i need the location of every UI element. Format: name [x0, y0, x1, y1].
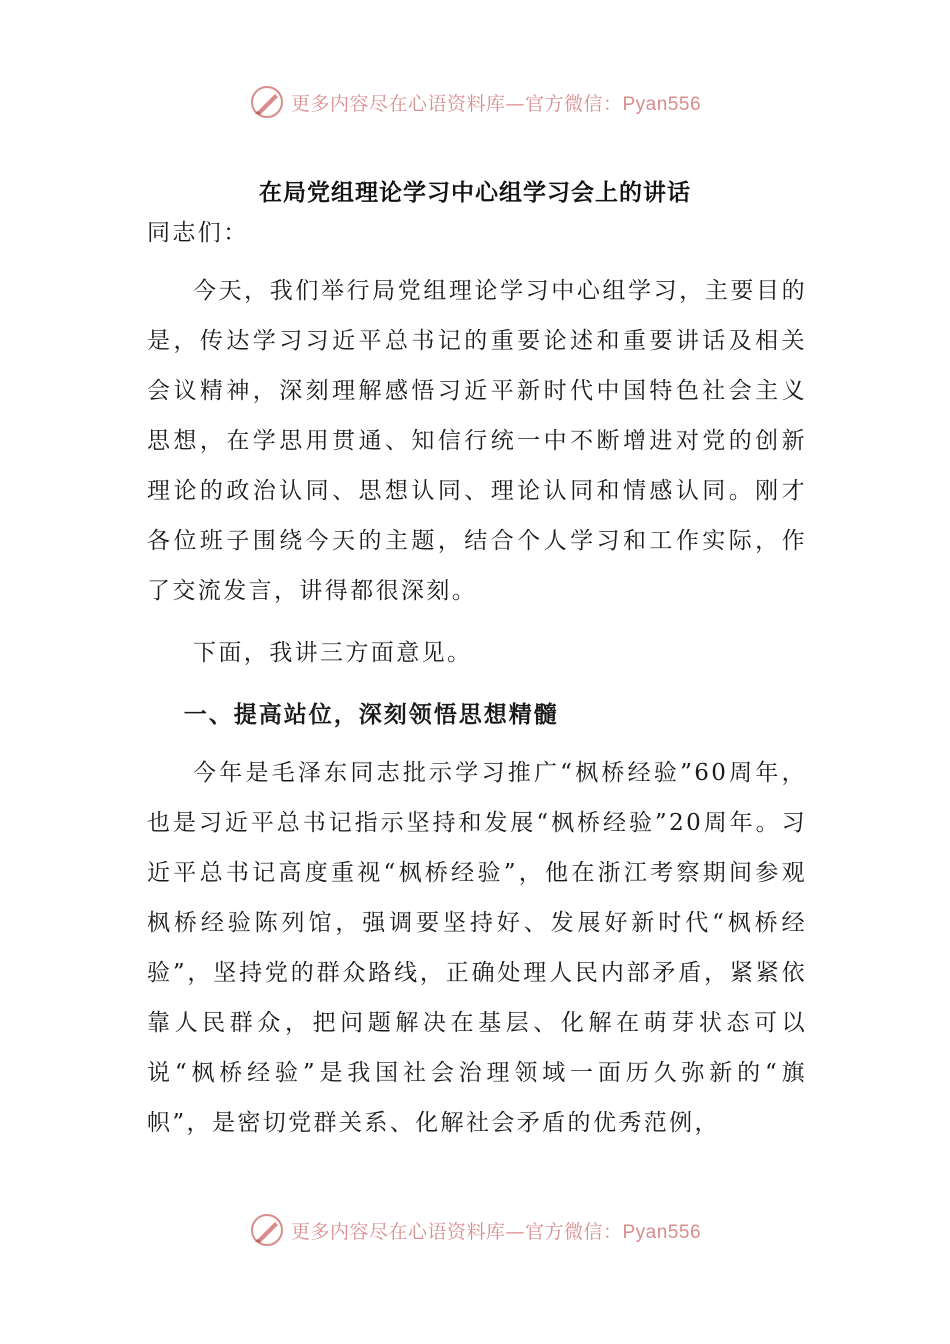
watermark-text: 更多内容尽在心语资料库—官方微信：Pyan556: [290, 1220, 702, 1243]
footer-watermark: [0, 1212, 950, 1248]
section-heading-1: 一、提高站位，深刻领悟思想精髓: [183, 702, 559, 728]
document-title: 在局党组理论学习中心组学习会上的讲话: [259, 180, 691, 206]
pen-logo-icon: [249, 84, 285, 120]
section-1-paragraph: 今年是毛泽东同志批示学习推广“枫桥经验”60周年，也是习近平总书记指示坚持和发展“枫桥经验”20周年。习近平总书记高度重视“枫桥经验”，他在浙江考察期间参观枫桥经验陈列馆，强调要坚持好、发展好新时代“枫桥经验”，坚持党的群众路线，正确处理人民内部矛盾，紧紧依靠人民群众，把问题解决在基层、化解在萌芽状态可以说“枫桥经验”是我国社会治理领域一面历久弥新的“旗帜”，是密切党群关系、化解社会矛盾的优秀范例，: [147, 760, 807, 1136]
header-watermark: [0, 84, 950, 120]
salutation: 同志们：: [147, 220, 249, 246]
watermark-text: 更多内容尽在心语资料库—官方微信：Pyan556: [290, 92, 702, 115]
paragraph-outline: 下面，我讲三方面意见。: [193, 640, 473, 666]
document-body: [147, 208, 807, 1148]
pen-logo-icon: [249, 1212, 285, 1248]
paragraph-intro: 今天，我们举行局党组理论学习中心组学习，主要目的是，传达学习习近平总书记的重要论述和重要讲话及相关会议精神，深刻理解感悟习近平新时代中国特色社会主义思想，在学思用贯通、知信行统一中不断增进对党的创新理论的政治认同、思想认同、理论认同和情感认同。刚才各位班子围绕今天的主题，结合个人学习和工作实际，作了交流发言，讲得都很深刻。: [147, 278, 807, 604]
